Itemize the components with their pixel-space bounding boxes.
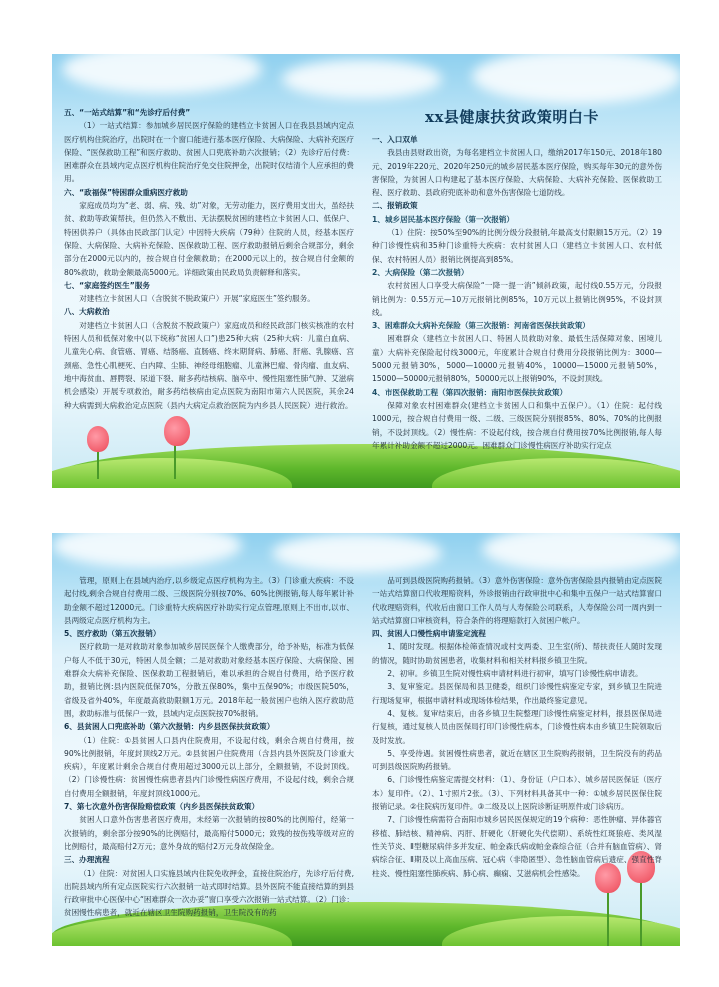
flower-stem — [607, 888, 609, 946]
paragraph: 1、随时发现。根据体检筛查情况或村支两委、卫生室(所)、帮扶责任人随时发现的情况，随时协助贫困患者，收集材料和相关材料报乡镇卫生院。 — [372, 642, 662, 665]
top-panel — [52, 54, 680, 488]
paragraph: 4、复核。复审结束后，由各乡镇卫生院整理门诊慢性病鉴定材料，报县医保局进行复核，通过复核人员由医保局打印门诊慢性病本，门诊慢性病本由乡镇卫生院领取后及时发放。 — [372, 708, 662, 745]
cloud-decoration — [482, 533, 680, 573]
cloud-decoration — [62, 54, 262, 94]
top-right-column — [372, 133, 662, 452]
paragraph: 农村贫困人口享受大病保险“一降一提一消”倾斜政策，起付线0.55万元，分段报销比例为：0.55万元—10万元报销比例85%，10万元以上报销比例95%，不设封顶线。 — [372, 281, 662, 317]
cloud-decoration — [282, 59, 442, 99]
subsection-heading: 2、大病保险（第二次报销） — [372, 267, 469, 277]
paragraph: 我县由县财政出资，为每名建档立卡贫困人口，缴纳2017年150元、2018年180元、2019年220元、2020年250元的城乡居民基本医疗保险，购买每年30元的意外伤害保险，为贫困人口构建起了基本医疗保险、大病保险、大病补充保险、医保救助工程、医疗救助、县政府兜底补助和意外伤害保险七道防线。 — [372, 148, 662, 198]
paragraph: 医疗救助一是对救助对象参加城乡居民医保个人缴费部分，给予补贴，标准为低保户每人不低于30元，特困人员全额；二是对救助对象经基本医疗保险、大病保险、困难群众大病补充保险、医保救助工程报销后，难以承担的合规自付费用，给予医疗救助，报销比例:县内医院低保70%，分散五保80%，集中五保90%；市级医院50%，省级及省外40%，年度最高救助限额1万元。2018年起一般贫困户也纳入医疗救助范围，救助标准与低保户一致，县域内定点医院按70%报销。 — [64, 642, 354, 718]
paragraph: 6、门诊慢性病鉴定需提交材料：（1）、身份证（户口本）、城乡居民医保证（医疗本）复印件。（2）、1寸照片2张。（3）、下列材料具备其中一种：①城乡居民医保住院报销记录。②住院病历复印件。③二级及以上医院诊断证明原件或门诊病历。 — [372, 775, 662, 812]
flower-stem — [640, 878, 642, 946]
paragraph: （1）住院：对贫困人口实施县域内住院免收押金，直接住院治疗，先诊疗后付费,出院县域内所有定点医院实行六次报销一站式即时结算。县外医院不能直接结算的到县行政审批中心医保中心“困难群众一次办妥”窗口享受六次报销一站式结算。（2）门诊：贫困慢性病患者，就近在辖区卫生院购药报销，卫生院没有的药 — [64, 868, 354, 918]
paragraph: 7、门诊慢性病需符合南阳市城乡居民医保规定的19个病种：恶性肿瘤、异体器官移植、肺结核、精神病、丙肝、肝硬化（肝硬化失代偿期）、系统性红斑狼疮、类风湿性关节炎、Ⅱ型糖尿病伴多并发症、帕金森氏病或帕金森综合征（合并有脑血管病）、肾病综合征、Ⅱ期及以上高血压病、冠心病（非隐匿型）、急性脑血管病后遗症、强直性脊柱炎、慢性阻塞性肺疾病、肺心病、癫痫、艾滋病机会性感染。 — [372, 815, 662, 878]
section-heading: 三、办理流程 — [64, 855, 110, 865]
section-heading: 四、贫困人口慢性病申请鉴定流程 — [372, 629, 486, 639]
paragraph: 家庭成员均为“老、弱、病、残、幼”对象，无劳动能力，医疗费用支出大，虽经扶贫、救助等政策帮扶，但仍然入不敷出、无法摆脱贫困的建档立卡贫困人口、低保户、特困供养户（具体由民政部门认定）中因特大疾病（79种）住院的人员，经基本医疗保险、大病保险、大病补充保险、医保救助工程、医疗救助报销后剩余合规部分，剩余部分在2000元以内的，按合规自付金额救助；在2000元以上的，按合规自付金额的80%救助，救助金额最高5000元。详细政策由民政局负责解释和落实。 — [64, 201, 354, 277]
section-heading: 一、入口双单 — [372, 135, 418, 144]
section-heading: 六、“政福保”特困群众重病医疗救助 — [64, 187, 188, 197]
subsection-heading: 4、市医保救助工程（第四次报销：南阳市医保扶贫政策） — [372, 387, 568, 397]
flower-stem — [97, 449, 99, 479]
paragraph: （1）住院：①县贫困人口县内住院费用，不设起付线，剩余合规自付费用，按90%比例报销，年度封顶线2万元。②县贫困户住院费用（含县内县外医院及门诊重大疾病），年度累计剩余合规自付费用超过3000元以上部分，全额报销，不设封顶线。（2）门诊慢性病：贫困慢性病患者县内门诊慢性病医疗费用，不设起付线，剩余合规自付费用全额报销，年度封顶线1000元。 — [64, 735, 354, 798]
paragraph: 保障对象农村困难群众(建档立卡贫困人口和集中五保户）。（1）住院：起付线1000元，按合规自付费用一级、二级、三级医院分别报85%、80%、70%的比例报销，不设封顶线。（2）慢性病：不设起付线，按合规自付费用按70%比例报销,每人每年累计补助金额不超过2000元。困难群众门诊慢性病医疗补助实行定点 — [372, 400, 662, 450]
paragraph: （1）住院：按50%至90%的比例分级分段报销,年最高支付限额15万元。（2）19种门诊慢性病和35种门诊重特大疾病：农村贫困人口（建档立卡贫困人口、农村低保、农村特困人员）报销比例提高到85%。 — [372, 228, 662, 264]
paragraph: 贫困人口意外伤害患者医疗费用，未经第一次报销的按80%的比例赔付，经第一次报销的，剩余部分按90%的比例赔付，最高赔付5000元；致残的按伤残等级对应的比例赔付，最高赔付2万元；意外身故的赔付2万元身故保险金。 — [64, 815, 354, 851]
flower-decoration — [87, 426, 109, 452]
paragraph: 2、初审。乡镇卫生院对慢性病申请材料进行初审，填写门诊慢性病申请表。 — [387, 669, 643, 679]
cloud-decoration — [472, 54, 680, 104]
cloud-decoration — [272, 533, 442, 573]
section-heading: 7、第七次意外伤害保险赔偿政策（内乡县医保扶贫政策） — [64, 802, 260, 812]
paragraph: 困难群众（建档立卡贫困人口、特困人员救助对象、最低生活保障对象、困境儿童）大病补充保险起付线3000元，年度累计合规自付费用分段报销比例为：3000—5000元报销30%，5000—10000元报销40%，10000—15000元报销50%，15000—50000元报销80%，50000元以上报销90%，不设封顶线。 — [372, 334, 662, 384]
section-heading: 二、报销政策 — [372, 201, 418, 211]
paragraph: 3、复审鉴定。县医保局和县卫健委，组织门诊慢性病鉴定专家，到乡镇卫生院进行现场复审，根据申请材料或现场体检结果，作出最终鉴定意见。 — [372, 682, 662, 705]
paragraph: 5、享受待遇。贫困慢性病患者，就近在辖区卫生院购药报销，卫生院没有的药品可到县级医院购药报销。 — [372, 748, 662, 772]
bottom-right-column — [372, 574, 662, 880]
section-heading: 八、大病救治 — [64, 307, 110, 317]
bottom-panel — [52, 533, 680, 946]
paragraph: 对建档立卡贫困人口（含脱贫不脱政策户）开展“家庭医生”签约服务。 — [79, 294, 315, 304]
subsection-heading: 1、城乡居民基本医疗保险（第一次报销） — [372, 214, 514, 224]
paragraph: 品可到县级医院购药报销。（3）意外伤害保险：意外伤害保险县内报销由定点医院一站式结算窗口代收理赔资料，外诊报销由行政审批中心和集中五保户一站式结算窗口代收理赔资料，代收后由窗口工作人员与人寿保险公司联系，人寿保险公司一周内到一站式结算窗口审核资料，符合条件的将理赔款打入贫困户帐户。 — [372, 576, 662, 625]
paragraph: 对建档立卡贫困人口（含脱贫不脱政策户）家庭成员和经民政部门核实核准的农村特困人员和低保对象中(以下统称“贫困人口”)患25种大病（25种大病：儿童白血病、儿童先心病、食管癌、胃癌、结肠癌、直肠癌、终末期肾病、肺癌、肝癌、乳腺癌、宫颈癌、急性心肌梗死、白内障、尘肺、神经母细胞瘤、儿童淋巴瘤、骨肉瘤、血友病、地中海贫血、唇腭裂、尿道下裂、耐多药结核病、脑卒中、慢性阻塞性肺气肿、艾滋病机会感染）开展专项救治，耐多药结核病由定点医院为南阳市第六人民医院，其余24种大病需到大病救治定点医院（县内大病定点救治医院为内乡县人民医院）进行救治。 — [64, 320, 354, 410]
cloud-decoration — [52, 533, 242, 568]
section-heading: 6、县贫困人口兜底补助（第六次报销：内乡县医保扶贫政策） — [64, 722, 275, 732]
section-heading: 五、“一站式结算”和“先诊疗后付费” — [64, 108, 191, 117]
section-heading: 5、医疗救助（第五次报销） — [64, 629, 161, 639]
flower-decoration — [164, 416, 190, 446]
paragraph: 管理，原则上在县域内治疗,以乡级定点医疗机构为主。（3）门诊重大疾病：不设起付线,剩余合规自付费用二级、三级医院分别按70%、60%比例报销,每人每年累计补助金额不超过12000元。门诊重特大疾病医疗补助实行定点管理,原则上不出市,以市、县两级定点医疗机构为主。 — [64, 576, 354, 625]
card-title: xx县健康扶贫政策明白卡 — [425, 108, 599, 126]
paragraph: （1）一站式结算：参加城乡居民医疗保险的建档立卡贫困人口在我县县域内定点医疗机构住院治疗，出院时在一个窗口能进行基本医疗保险、大病保险、大病补充医疗保险、“医保救助工程”和医疗救助、贫困人口兜底补助六次报销；（2）先诊疗后付费：困难群众在县域内定点医疗机构住院治疗免交住院押金，出院时仅结清个人应承担的费用。 — [64, 121, 354, 184]
subsection-heading: 3、困难群众大病补充保险（第三次报销：河南省医保扶贫政策） — [372, 321, 590, 331]
bottom-left-column — [64, 574, 354, 920]
top-left-column — [64, 106, 354, 412]
section-heading: 七、“家庭签约医生”服务 — [64, 280, 150, 290]
